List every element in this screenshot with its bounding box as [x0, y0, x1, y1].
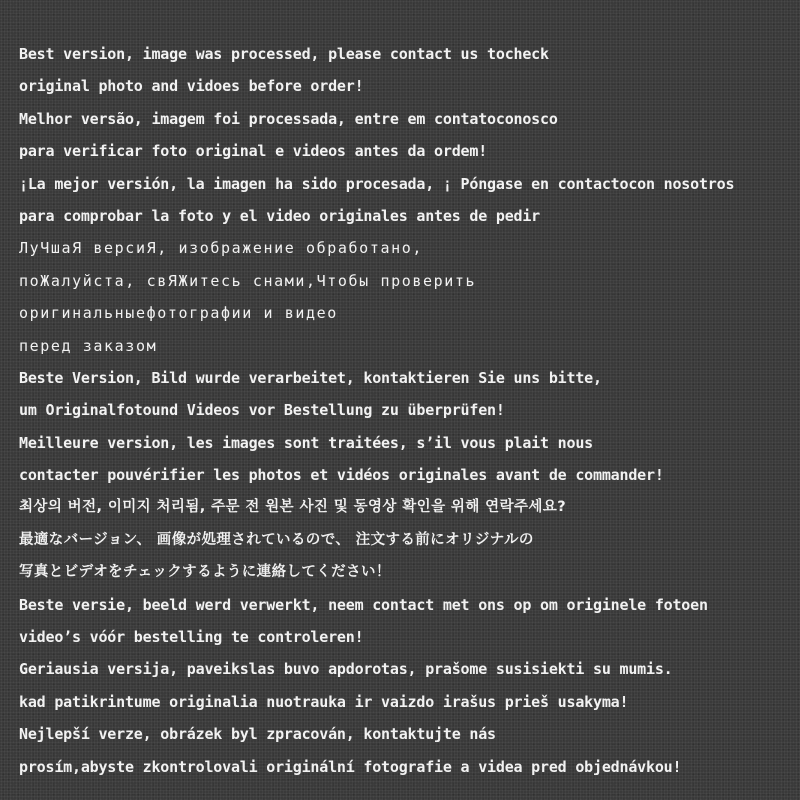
notice-line-spanish-2: para comprobar la foto y el video originales antes de pedir — [19, 206, 541, 225]
notice-line-portuguese-1: Melhor versão, imagem foi processada, entre em contatoconosco — [19, 109, 558, 128]
notice-line-czech-1: Nejlepší verze, obrázek byl zpracován, kontaktujte nás — [19, 725, 496, 744]
notice-line-czech-2: prosím,abyste zkontrolovali originální fotografie a videa pred objednávkou! — [19, 757, 682, 776]
notice-line-spanish-1: ¡La mejor versión, la imagen ha sido procesada, ¡ Póngase en contactocon nosotros — [19, 174, 735, 193]
notice-text-block — [19, 38, 794, 783]
notice-line-english-2: original photo and vidoes before order! — [19, 77, 364, 96]
notice-line-russian-3: оригинальныефотографии и видео — [19, 304, 338, 323]
notice-line-french-2: contacter pouvérifier les photos et vidéos originales avant de commander! — [19, 466, 664, 485]
notice-line-japanese-1: 最適なバージョン、 画像が処理されているので、 注文する前にオリジナルの — [19, 531, 534, 548]
notice-line-lithuanian-2: kad patikrintume originalia nuotrauka ir vaizdo irašus prieš usakyma! — [19, 692, 629, 711]
notice-line-japanese-2: 写真とビデオをチェックするように連絡してください！ — [19, 564, 391, 581]
notice-line-lithuanian-1: Geriausia versija, paveikslas buvo apdorotas, prašome susisiekti su mumis. — [19, 660, 673, 679]
notice-line-french-1: Meilleure version, les images sont traitées, s’il vous plait nous — [19, 433, 593, 452]
notice-line-german-1: Beste Version, Bild wurde verarbeitet, kontaktieren Sie uns bitte, — [19, 368, 602, 387]
notice-line-portuguese-2: para verificar foto original e videos antes da ordem! — [19, 142, 488, 161]
notice-line-german-2: um Originalfotound Videos vor Bestellung zu überprüfen! — [19, 401, 505, 420]
notice-line-russian-1: ЛуЧшаЯ версиЯ, изображение обработано, — [19, 239, 423, 258]
notice-line-english-1: Best version, image was processed, please contact us tocheck — [19, 45, 549, 63]
notice-line-dutch-1: Beste versie, beeld werd verwerkt, neem contact met ons op om originele fotoen — [19, 595, 708, 614]
notice-line-korean-1: 최상의 버전, 이미지 처리됨, 주문 전 원본 사진 및 동영상 확인을 위해 연락주세요? — [19, 499, 567, 516]
notice-line-russian-2: поЖалуйста, свЯЖитесь снами,Чтобы проверить — [19, 271, 477, 290]
notice-line-dutch-2: video’s vóór bestelling te controleren! — [19, 628, 364, 647]
notice-line-russian-4: перед заказом — [19, 336, 158, 355]
